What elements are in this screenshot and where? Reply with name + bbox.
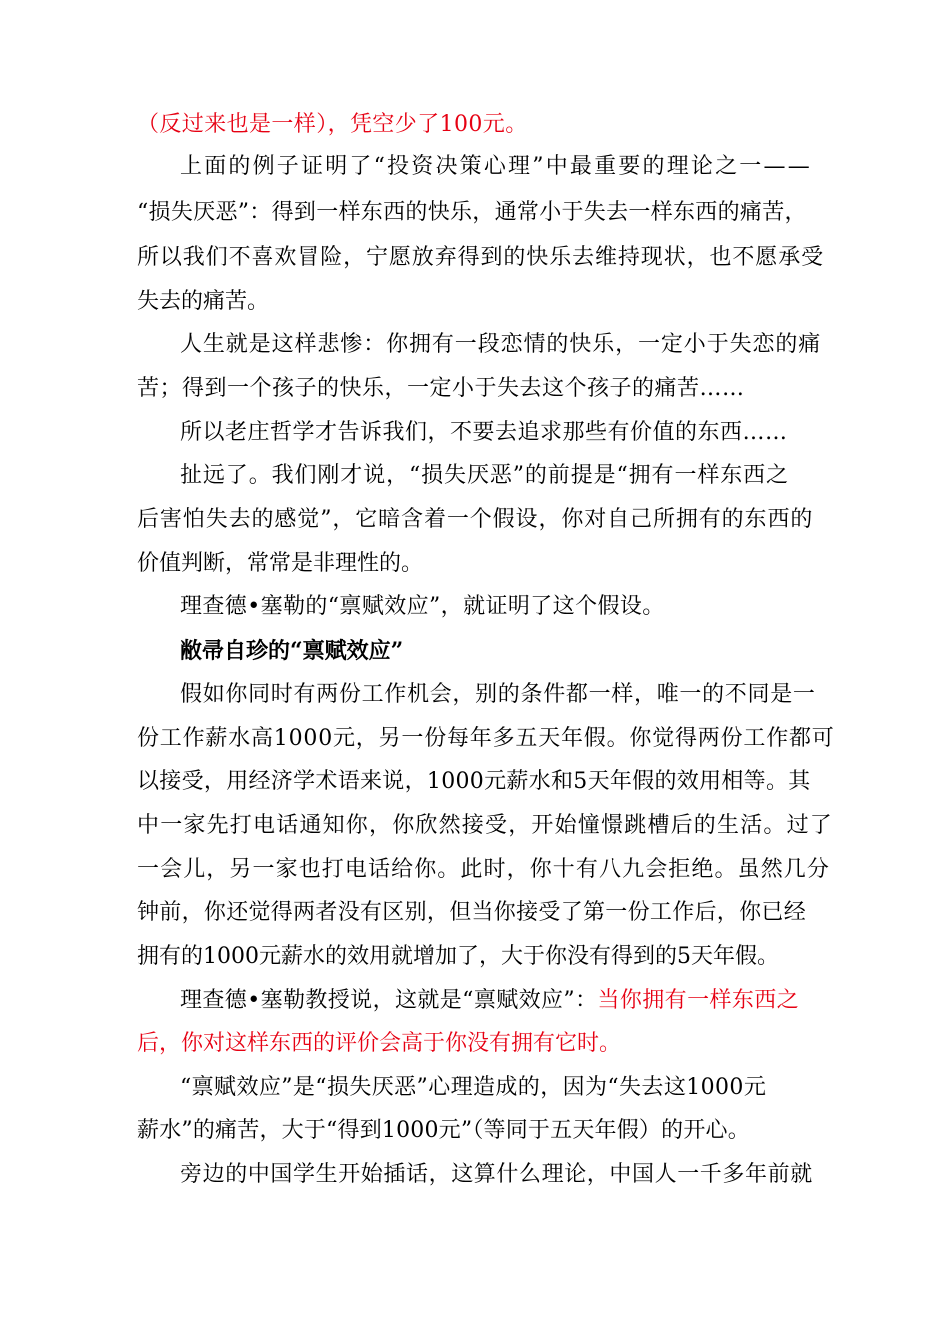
highlighted-text: 当你拥有一样东西之 — [597, 988, 800, 1013]
body-text: 拥有的1000元薪水的效用就增加了，大于你没有得到的5天年假。 — [137, 944, 779, 969]
body-text: 中一家先打电话通知你，你欣然接受，开始憧憬跳槽后的生活。过了 — [137, 813, 834, 838]
text-line — [180, 325, 821, 365]
body-text: 一会儿，另一家也打电话给你。此时，你十有八九会拒绝。虽然几分 — [137, 857, 831, 882]
text-line — [180, 587, 665, 627]
body-text: 钟前，你还觉得两者没有区别，但当你接受了第一份工作后，你已经 — [137, 900, 807, 925]
body-text: 扯远了。我们刚才说，“损失厌恶”的前提是“拥有一样东西之 — [180, 463, 789, 488]
text-line — [137, 1111, 750, 1151]
body-text: 上面的例子证明了“投资决策心理”中最重要的理论之一—— — [180, 154, 812, 179]
highlighted-text: （反过来也是一样），凭空少了100元。 — [137, 112, 528, 137]
text-line — [137, 282, 269, 322]
body-text: 后害怕失去的感觉”，它暗含着一个假设，你对自己所拥有的东西的 — [137, 507, 814, 532]
text-line — [137, 238, 824, 278]
text-line — [137, 544, 423, 584]
text-line — [180, 456, 789, 496]
text-line — [137, 1024, 621, 1064]
text-line — [137, 850, 830, 890]
body-text: 所以老庄哲学才告诉我们，不要去追求那些有价值的东西…… — [180, 420, 788, 445]
text-line — [137, 762, 811, 802]
body-text: 份工作薪水高1000元，另一份每年多五天年假。你觉得两份工作都可 — [137, 726, 835, 751]
text-line — [180, 413, 788, 453]
text-line — [137, 893, 806, 933]
body-text: “损失厌恶”：得到一样东西的快乐，通常小于失去一样东西的痛苦， — [137, 200, 807, 225]
body-text: 苦；得到一个孩子的快乐，一定小于失去这个孩子的痛苦…… — [137, 376, 745, 401]
text-line — [180, 675, 816, 715]
text-line — [180, 981, 799, 1021]
text-line — [137, 193, 807, 233]
section-heading: 敝帚自珍的“禀赋效应” — [180, 638, 404, 664]
body-text: 理查德•塞勒的“禀赋效应”，就证明了这个假设。 — [180, 594, 665, 619]
text-line — [180, 147, 812, 187]
body-text: 所以我们不喜欢冒险，宁愿放弃得到的快乐去维持现状，也不愿承受 — [137, 245, 825, 270]
text-line — [137, 369, 745, 409]
body-text: 失去的痛苦。 — [137, 289, 270, 314]
body-text: 假如你同时有两份工作机会，别的条件都一样，唯一的不同是一 — [180, 682, 816, 707]
body-text: 价值判断，常常是非理性的。 — [137, 551, 424, 576]
text-line — [137, 105, 528, 145]
text-line — [180, 1155, 813, 1195]
body-text: 人生就是这样悲惨：你拥有一段恋情的快乐，一定小于失恋的痛 — [180, 332, 822, 357]
body-text: “禀赋效应”是“损失厌恶”心理造成的，因为“失去这1000元 — [180, 1075, 767, 1100]
text-line — [137, 937, 779, 977]
text-line — [180, 631, 403, 671]
body-text: 以接受，用经济学术语来说，1000元薪水和5天年假的效用相等。其 — [137, 769, 811, 794]
body-text: 薪水”的痛苦，大于“得到1000元”（等同于五天年假）的开心。 — [137, 1118, 750, 1143]
text-line — [137, 719, 835, 759]
text-line — [137, 500, 813, 540]
body-text: 理查德•塞勒教授说，这就是“禀赋效应”： — [180, 988, 598, 1013]
text-line — [180, 1068, 766, 1108]
body-text: 旁边的中国学生开始插话，这算什么理论，中国人一千多年前就 — [180, 1162, 813, 1187]
text-line — [137, 806, 833, 846]
highlighted-text: 后，你对这样东西的评价会高于你没有拥有它时。 — [137, 1031, 622, 1056]
